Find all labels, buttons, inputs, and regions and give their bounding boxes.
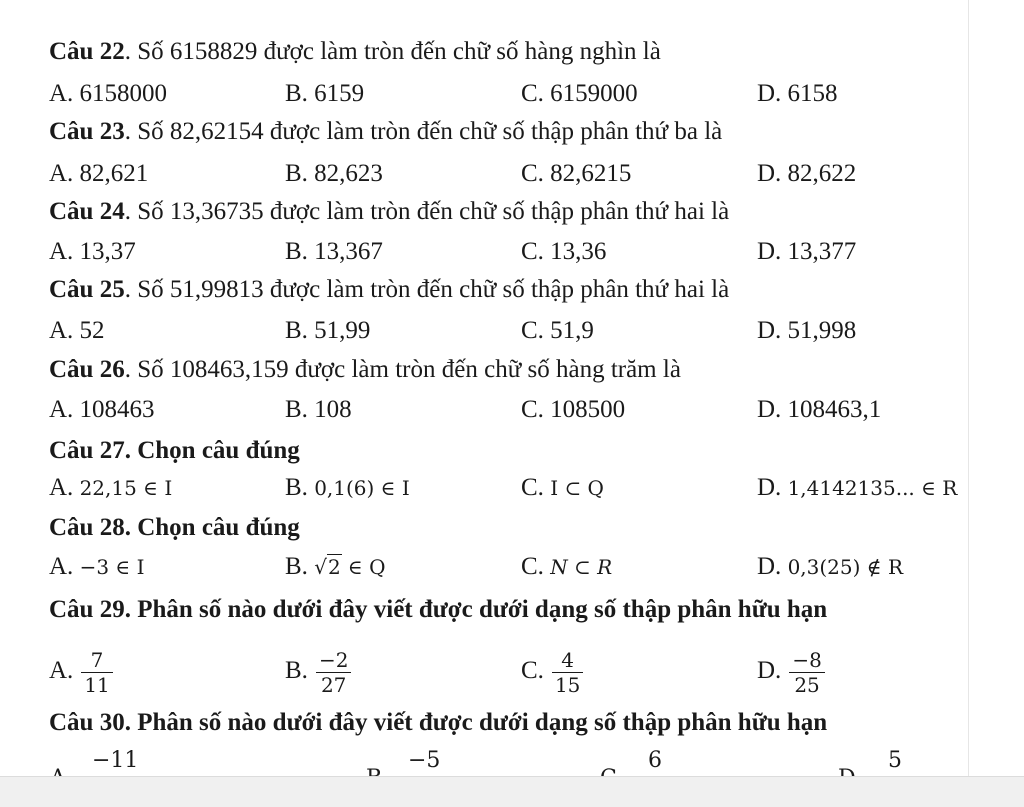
question-label: Câu 29. Phân số nào dưới đây viết được dưới dạng số thập phân hữu hạn [49, 596, 828, 623]
option-letter: B. [285, 474, 308, 501]
option-letter: A. [49, 553, 74, 580]
question-label: Câu 26 [49, 356, 125, 383]
option-expression: 0,3(25) ∉ R [787, 555, 904, 579]
option-a [49, 648, 113, 697]
option-expression: 1,4142135... ∈ R [787, 476, 958, 500]
fraction [552, 648, 583, 697]
option-d: D. 13,377 [757, 238, 857, 265]
question-29 [49, 595, 827, 625]
question-26 [49, 355, 681, 385]
numerator-cut: −11 [92, 748, 139, 773]
question-text: . Số 13,36735 được làm tròn đến chữ số thập phân thứ hai là [124, 198, 730, 225]
fraction [316, 648, 351, 697]
option-b: B. 108 [285, 396, 352, 423]
denominator: 27 [320, 673, 347, 697]
option-b: B. 51,99 [285, 317, 371, 344]
option-c: C. 13,36 [521, 238, 607, 265]
question-28 [49, 513, 300, 543]
option-a: A. 82,621 [49, 160, 149, 187]
option-letter: C. [521, 657, 544, 685]
option-c: C. 6159000 [521, 80, 638, 107]
option-expression: −3 ∈ I [79, 555, 145, 579]
numerator: 4 [552, 648, 583, 673]
question-label: Câu 27. Chọn câu đúng [49, 437, 300, 464]
page-edge-line [968, 0, 969, 776]
option-expression: 0,1(6) ∈ I [314, 476, 410, 500]
numerator-cut: 6 [648, 748, 662, 773]
option-d: D. 82,622 [757, 160, 857, 187]
denominator: 25 [794, 673, 820, 697]
question-text: . Số 108463,159 được làm tròn đến chữ số hàng trăm là [124, 356, 681, 383]
question-24 [49, 197, 729, 227]
option-d: D. 51,998 [757, 317, 857, 344]
option-letter: A. [49, 474, 74, 501]
question-text: . Số 6158829 được làm tròn đến chữ số hàng nghìn là [124, 38, 661, 65]
question-label: Câu 23 [49, 118, 125, 145]
option-b: B. 13,367 [285, 238, 383, 265]
option-a: A. 13,37 [49, 238, 136, 265]
question-22 [49, 37, 661, 67]
option-expression: N ⊂ R [550, 555, 613, 579]
question-label: Câu 24 [49, 198, 125, 225]
option-b [285, 648, 351, 697]
question-23 [49, 117, 722, 147]
option-a: A. 52 [49, 317, 105, 344]
bottom-scroll-bar[interactable] [0, 776, 1024, 807]
option-letter: C. [521, 553, 544, 580]
question-label: Câu 30. Phân số nào dưới đây viết được dưới dạng số thập phân hữu hạn [49, 709, 828, 736]
numerator: −8 [789, 648, 824, 673]
option-letter: B. [285, 657, 308, 685]
denominator: 15 [554, 673, 581, 697]
option-expression: ∈ Q [347, 555, 386, 579]
question-30 [49, 708, 827, 738]
option-letter: D. [757, 657, 782, 685]
fraction [81, 648, 112, 697]
option-d: D. 108463,1 [757, 396, 882, 423]
option-b [285, 473, 410, 503]
option-b: B. 82,623 [285, 160, 383, 187]
option-letter: D. [757, 474, 782, 501]
option-c [521, 473, 604, 503]
option-d [757, 473, 957, 503]
option-expression: I ⊂ Q [550, 476, 604, 500]
option-d [757, 552, 903, 582]
option-a [49, 473, 172, 503]
option-letter: B. [285, 553, 308, 580]
question-25 [49, 275, 729, 305]
question-label: Câu 25 [49, 276, 125, 303]
option-a [49, 552, 144, 582]
option-b [285, 552, 385, 582]
denominator: 11 [84, 673, 110, 697]
option-letter: D. [757, 553, 782, 580]
radicand: 2 [327, 555, 341, 579]
option-letter: C. [521, 474, 544, 501]
option-b: B. 6159 [285, 80, 365, 107]
sqrt-symbol: √2 [314, 555, 341, 579]
question-label: Câu 28. Chọn câu đúng [49, 514, 300, 541]
fraction [789, 648, 824, 697]
option-d: D. 6158 [757, 80, 838, 107]
option-c: C. 51,9 [521, 317, 594, 344]
option-a: A. 108463 [49, 396, 155, 423]
numerator: −2 [316, 648, 351, 673]
option-c [521, 552, 612, 582]
option-c [521, 648, 583, 697]
numerator: 7 [81, 648, 112, 673]
numerator-cut: 5 [888, 748, 902, 773]
option-a: A. 6158000 [49, 80, 168, 107]
option-c: C. 82,6215 [521, 160, 632, 187]
question-label: Câu 22 [49, 38, 125, 65]
option-letter: A. [49, 657, 74, 685]
question-text: . Số 51,99813 được làm tròn đến chữ số thập phân thứ hai là [124, 276, 730, 303]
question-27 [49, 436, 300, 466]
option-c: C. 108500 [521, 396, 626, 423]
option-d [757, 648, 825, 697]
numerator-cut: −5 [408, 748, 441, 773]
question-text: . Số 82,62154 được làm tròn đến chữ số thập phân thứ ba là [124, 118, 723, 145]
option-expression: 22,15 ∈ I [79, 476, 173, 500]
